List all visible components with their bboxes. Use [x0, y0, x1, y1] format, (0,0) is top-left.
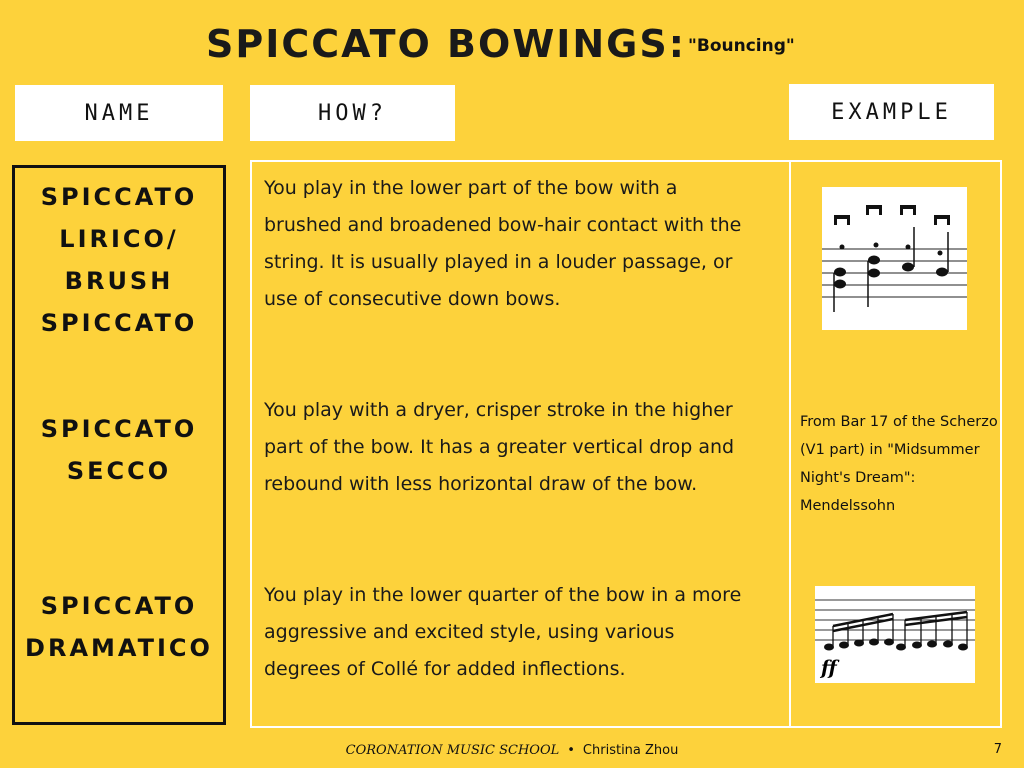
dynamic-marking: ff: [821, 657, 837, 679]
description-row-3: You play in the lower quarter of the bow in a more aggressive and excited style, using various degrees of Collé for added inflections.: [264, 584, 742, 680]
footer-school: CORONATION MUSIC SCHOOL: [345, 742, 560, 758]
name-line: SPICCATO: [40, 415, 198, 443]
header-name: NAME: [15, 85, 223, 141]
header-how: HOW?: [250, 85, 455, 141]
score-example-1: [822, 187, 967, 330]
sheet-music-icon: [822, 187, 967, 330]
sheet-music-icon: [815, 586, 975, 683]
name-line: SPICCATO: [40, 592, 198, 620]
name-line: BRUSH: [64, 267, 174, 295]
page-title: SPICCATO BOWINGS:: [206, 22, 686, 66]
score-example-2: [815, 586, 975, 683]
name-line: DRAMATICO: [25, 634, 213, 662]
page-number: 7: [993, 742, 1002, 757]
footer: [0, 740, 1024, 760]
description-row-1: You play in the lower part of the bow with a brushed and broadened bow-hair contact with the string. It is usually played in a louder passage, or use of consecutive down bows.: [264, 177, 742, 310]
name-line: SPICCATO: [40, 183, 198, 211]
names-column: [12, 165, 226, 725]
description-row-2: You play with a dryer, crisper stroke in the higher part of the bow. It has a greater vertical drop and rebound with less horizontal draw of the bow.: [264, 399, 735, 495]
footer-author: Christina Zhou: [582, 742, 679, 758]
name-row-3: [15, 585, 223, 669]
name-line: SECCO: [66, 457, 172, 485]
name-row-1: [15, 176, 223, 344]
header-example: EXAMPLE: [789, 84, 994, 140]
example-caption: From Bar 17 of the Scherzo (V1 part) in "Midsummer Night's Dream": Mendelssohn: [800, 414, 998, 514]
column-divider: [789, 160, 791, 728]
name-line: LIRICO/: [59, 225, 179, 253]
name-line: SPICCATO: [40, 309, 198, 337]
footer-separator: •: [567, 742, 575, 758]
name-row-2: [15, 408, 223, 492]
page-subtitle: "Bouncing": [688, 36, 795, 56]
